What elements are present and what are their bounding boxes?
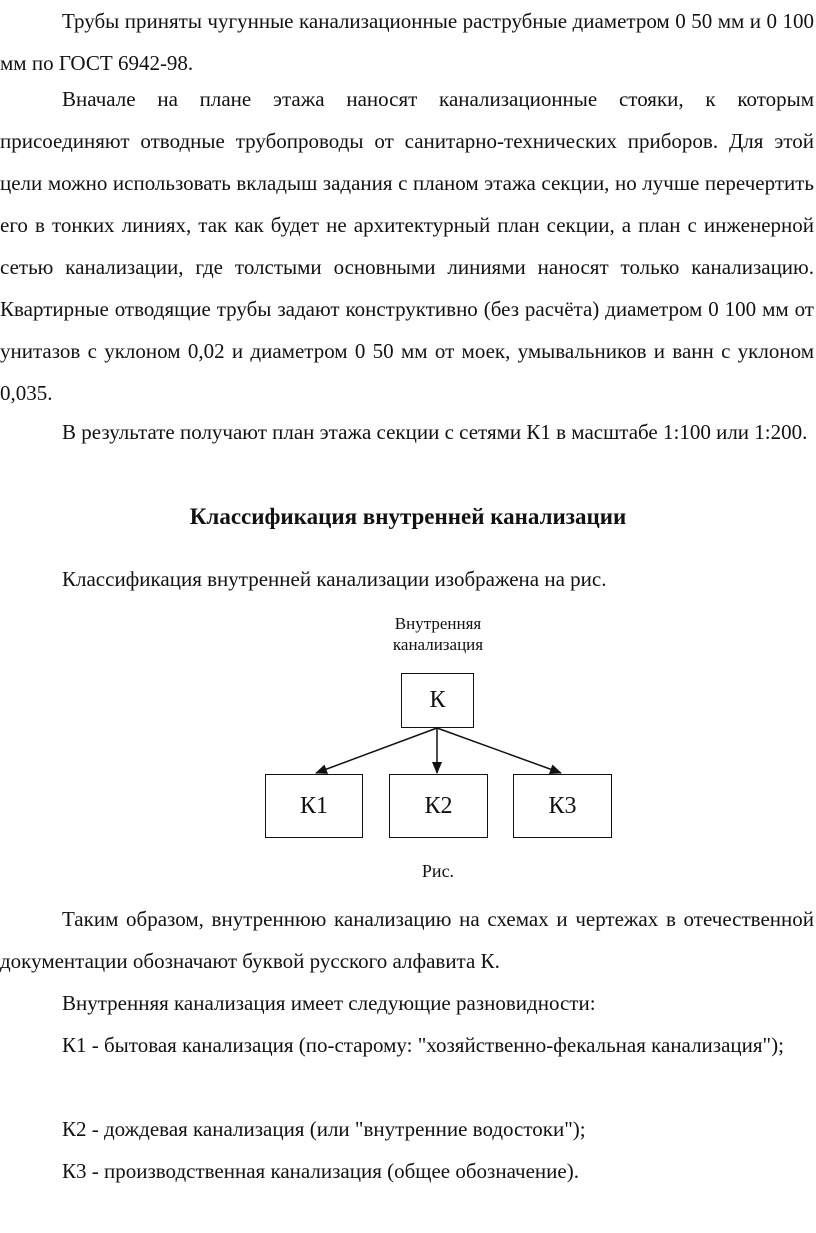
paragraph-k1-definition: К1 - бытовая канализация (по-старому: "хозяйственно-фекальная канализация"); <box>62 1033 784 1057</box>
paragraph-k2-definition: К2 - дождевая канализация (или "внутренние водостоки"); <box>62 1117 586 1141</box>
paragraph-designation: Таким образом, внутреннюю канализацию на схемах и чертежах в отечественной документации обозначают буквой русского алфавита К. <box>0 907 814 973</box>
diagram-box-k-label: К <box>429 687 446 713</box>
diagram-box-k <box>401 673 474 728</box>
paragraph-classification-intro: Классификация внутренней канализации изображена на рис. <box>62 567 607 591</box>
section-heading: Классификация внутренней канализации <box>189 504 627 529</box>
diagram-box-k1-label: К1 <box>299 792 328 819</box>
diagram-box-k3-label: К3 <box>548 792 577 819</box>
paragraph-pipes: Трубы приняты чугунные канализационные раструбные диаметром 0 50 мм и 0 100 мм по ГОСТ 6942-98. <box>0 9 814 75</box>
figure-caption: Рис. <box>421 861 455 881</box>
arrow-to-k1 <box>316 728 437 773</box>
diagram-box-k2-label: К2 <box>424 792 453 819</box>
paragraph-result: В результате получают план этажа секции с сетями К1 в масштабе 1:100 или 1:200. <box>62 420 808 444</box>
diagram-title-line-1: Внутренняя <box>394 614 482 633</box>
diagram-box-k2 <box>389 774 488 838</box>
diagram-title-line-2: канализация <box>392 635 484 654</box>
diagram-box-k1 <box>265 774 363 838</box>
paragraph-plan-procedure: Вначале на плане этажа наносят канализационные стояки, к которым присоединяют отводные трубопроводы от санитарно-технических приборов. Для этой цели можно использовать вкладыш задания с планом этажа секции, но лучше перечертить его в тонких линиях, так как будет не архитектурный план секции, а план с инженерной сетью канализации, где толстыми основными линиями наносят только канализацию. Квартирные отводящие трубы задают конструктивно (без расчёта) диаметром 0 100 мм от унитазов с уклоном 0,02 и диаметром 0 50 мм от моек, умывальников и ванн с уклоном 0,035. <box>0 87 814 405</box>
paragraph-varieties-intro: Внутренняя канализация имеет следующие разновидности: <box>62 991 596 1015</box>
paragraph-k3-definition: К3 - производственная канализация (общее обозначение). <box>62 1159 579 1183</box>
diagram-box-k3 <box>513 774 612 838</box>
arrow-to-k3 <box>437 728 561 773</box>
classification-diagram <box>0 600 816 900</box>
